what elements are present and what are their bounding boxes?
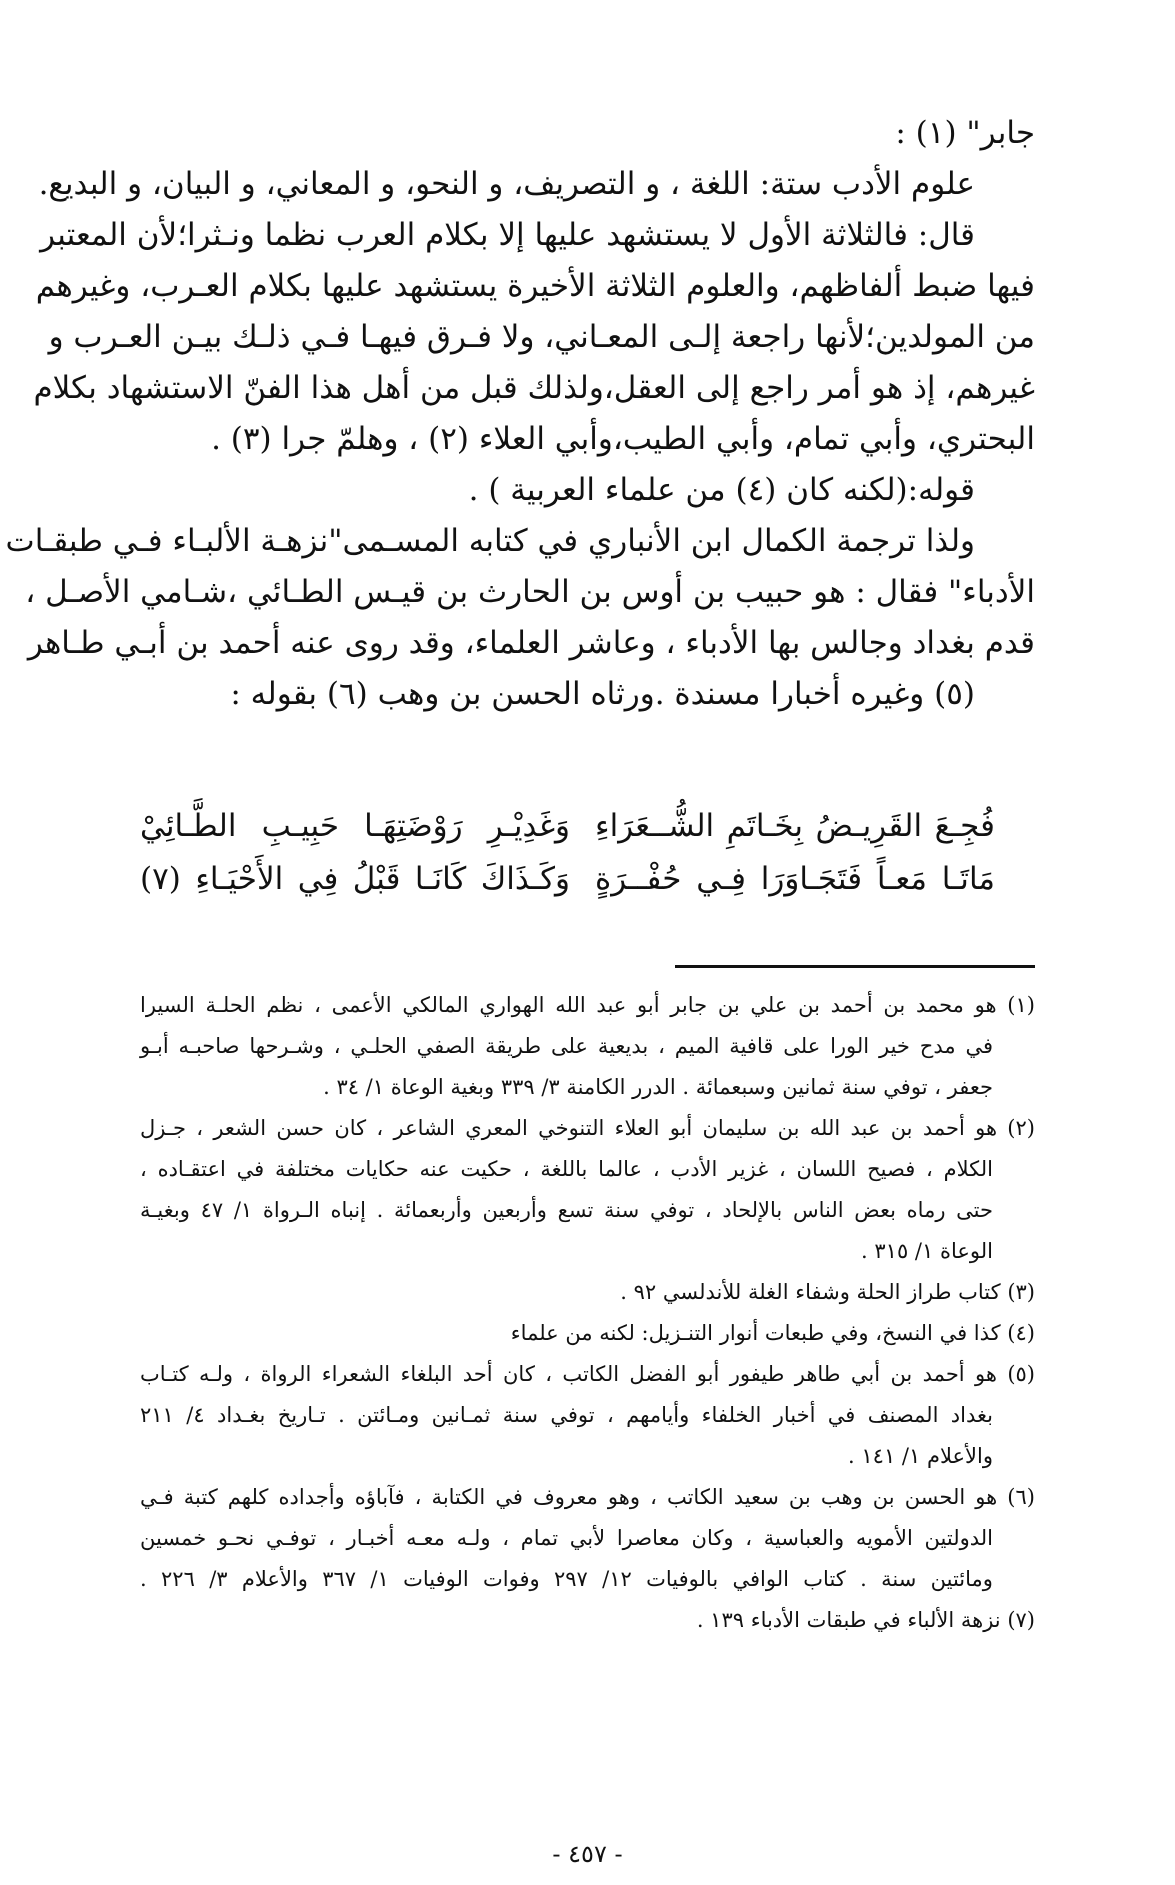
verse-second-hemistich: وَغَدِيْـرِ رَوْضَتِهَـا حَبِيـبِ الطَّـائِيْ [140, 808, 570, 844]
text-line: البحتري، وأبي تمام، وأبي الطيب،وأبي العلاء (٢) ، وهلمّ جرا (٣) . [211, 421, 1035, 457]
footnote-4 [140, 1313, 1035, 1354]
footnote-7 [140, 1600, 1035, 1641]
footnote-line: (١) هو محمد بن أحمد بن علي بن جابر أبو عبد الله الهواري المالكي الأعمى ، نظم الحلـة السيرا [140, 993, 1035, 1017]
footnote-line: جعفر ، توفي سنة ثمانين وسبعمائة . الدرر الكامنة ٣/ ٣٣٩ وبغية الوعاة ١/ ٣٤ . [323, 1075, 993, 1099]
text-line: علوم الأدب ستة: اللغة ، و التصريف، و النحو، و المعاني، و البيان، و البديع. [38, 166, 975, 202]
text-line: الأدباء" فقال : هو حبيب بن أوس بن الحارث بن قيـس الطـائي ،شـامي الأصـل ، [25, 574, 1035, 610]
footnote-3 [140, 1272, 1035, 1313]
verse-second-hemistich: وَكَـذَاكَ كَانَـا قَبْلُ فِي الأَحْيَـاءِ (٧) [140, 861, 570, 897]
text-line: قال: فالثلاثة الأول لا يستشهد عليها إلا بكلام العرب نظما ونـثرا؛لأن المعتبر [40, 217, 975, 253]
text-line: غيرهم، إذ هو أمر راجع إلى العقل،ولذلك قبل من أهل هذا الفنّ الاستشهاد بكلام [33, 370, 1035, 406]
footnote-line: الكلام ، فصيح اللسان ، غزير الأدب ، عالما باللغة ، حكيت عنه حكايات مختلفة في اعتقـاده ، [140, 1157, 993, 1181]
poem-verse [140, 853, 1035, 906]
footnote-line: (٢) هو أحمد بن عبد الله بن سليمان أبو العلاء التنوخي المعري الشاعر ، كان حسن الشعر ، جـزل [140, 1116, 1035, 1140]
footnote-line: الدولتين الأمويه والعباسية ، وكان معاصرا لأبي تمام ، ولـه معـه أخبـار ، توفـي نحـو خمسين [140, 1526, 993, 1550]
poem [140, 800, 1035, 910]
footnote-line: بغداد المصنف في أخبار الخلفاء وأيامهم ، توفي سنة ثمـانين ومـائتن . تـاريخ بغـداد ٤/ ٢١١ [140, 1403, 993, 1427]
page-number: - ٤٥٧ - [552, 1840, 623, 1868]
text-line: فيها ضبط ألفاظهم، والعلوم الثلاثة الأخيرة يستشهد عليها بكلام العـرب، وغيرهم [35, 268, 1035, 304]
footnote-2 [140, 1108, 1035, 1272]
footnote-line: (٦) هو الحسن بن وهب بن سعيد الكاتب ، وهو معروف في الكتابة ، فآباؤه وأجداده كلهم كتبة فـي [140, 1485, 1035, 1509]
footnote-6 [140, 1477, 1035, 1600]
poem-verse [140, 800, 1035, 853]
text-line: (٥) وغيره أخبارا مسندة .ورثاه الحسن بن وهب (٦) بقوله : [230, 676, 975, 712]
footnote-line: (٥) هو أحمد بن أبي طاهر طيفور أبو الفضل الكاتب ، كان أحد البلغاء الشعراء الرواة ، ولـه كتـاب [140, 1362, 1035, 1386]
text-line: ولذا ترجمة الكمال ابن الأنباري في كتابه المسـمى"نزهـة الألبـاء فـي طبقـات [5, 523, 975, 559]
text-line: قدم بغداد وجالس بها الأدباء ، وعاشر العلماء، وقد روى عنه أحمد بن أبـي طـاهر [27, 625, 1035, 661]
text-line: قوله:(لكنه كان (٤) من علماء العربية ) . [468, 472, 975, 508]
footnote-line: الوعاة ١/ ٣١٥ . [861, 1239, 993, 1263]
footnote-line: (٧) نزهة الألباء في طبقات الأدباء ١٣٩ . [696, 1608, 1035, 1632]
footnote-5 [140, 1354, 1035, 1477]
footnote-1 [140, 985, 1035, 1108]
verse-first-hemistich: مَاتَـا مَعـاً فَتَجَـاوَرَا فِـي حُفْــرَةٍ [595, 861, 995, 897]
footnote-separator [675, 965, 1035, 968]
verse-first-hemistich: فُجِـعَ القَرِيـضُ بِخَـاتَمِ الشُّــعَرَاءِ [595, 808, 995, 844]
footnote-line: حتى رماه بعض الناس بالإلحاد ، توفي سنة تسع وأربعين وأربعمائة . إنباه الـرواة ١/ ٤٧ وبغيـة [140, 1198, 993, 1222]
footnotes [140, 985, 1035, 1641]
text-line: من المولدين؛لأنها راجعة إلـى المعـاني، ولا فـرق فيهـا فـي ذلـك بيـن العـرب و [48, 319, 1035, 355]
footnote-line: (٤) كذا في النسخ، وفي طبعات أنوار التنـزيل: لكنه من علماء [510, 1321, 1035, 1345]
footnote-line: ومائتين سنة . كتاب الوافي بالوفيات ١٢/ ٢٩٧ وفوات الوفيات ١/ ٣٦٧ والأعلام ٣/ ٢٢٦ . [140, 1567, 993, 1591]
footnote-line: (٣) كتاب طراز الحلة وشفاء الغلة للأندلسي ٩٢ . [620, 1280, 1035, 1304]
footnote-line: والأعلام ١/ ١٤١ . [848, 1444, 993, 1468]
footnote-line: في مدح خير الورا على قافية الميم ، بديعية على طريقة الصفي الحلـي ، وشـرحها صاحبـه أبـو [140, 1034, 993, 1058]
main-text [5, 108, 1035, 720]
text-line: جابر" (١) : [895, 115, 1035, 151]
